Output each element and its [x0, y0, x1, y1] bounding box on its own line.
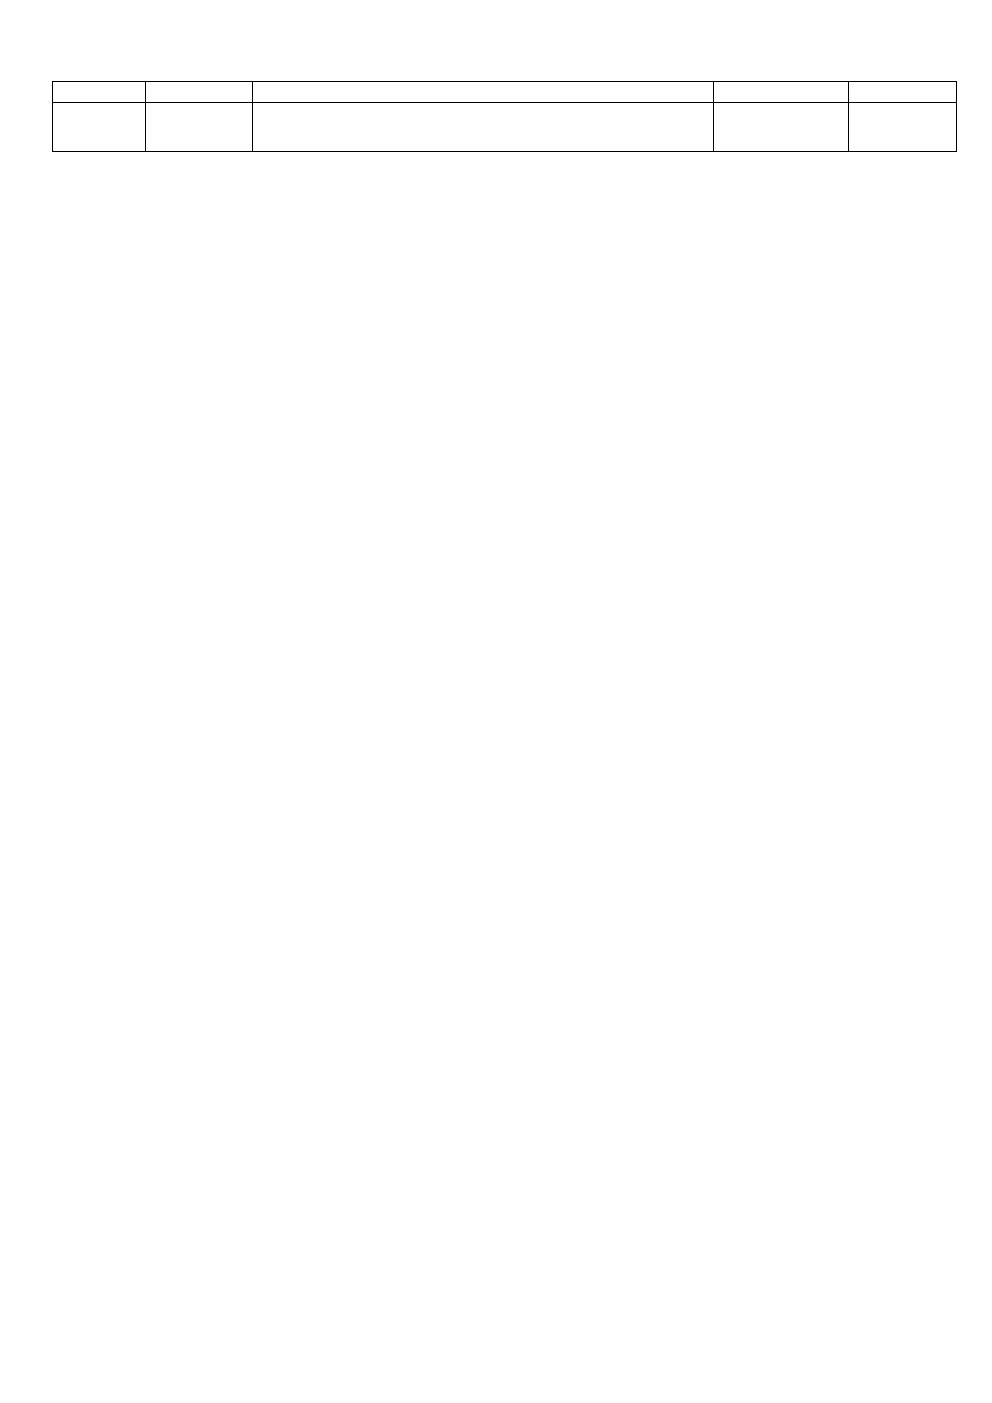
content-cell — [253, 103, 714, 152]
header-category — [53, 82, 146, 103]
instructor-cell — [714, 103, 849, 152]
table-row — [53, 103, 957, 152]
time-cell — [146, 103, 253, 152]
date-cell — [53, 103, 146, 152]
note-cell — [849, 103, 957, 152]
schedule-body — [53, 103, 957, 152]
header-instructor — [714, 82, 849, 103]
header-content — [253, 82, 714, 103]
schedule-table — [52, 81, 957, 152]
header-note — [849, 82, 957, 103]
header-time — [146, 82, 253, 103]
header-row — [53, 82, 957, 103]
